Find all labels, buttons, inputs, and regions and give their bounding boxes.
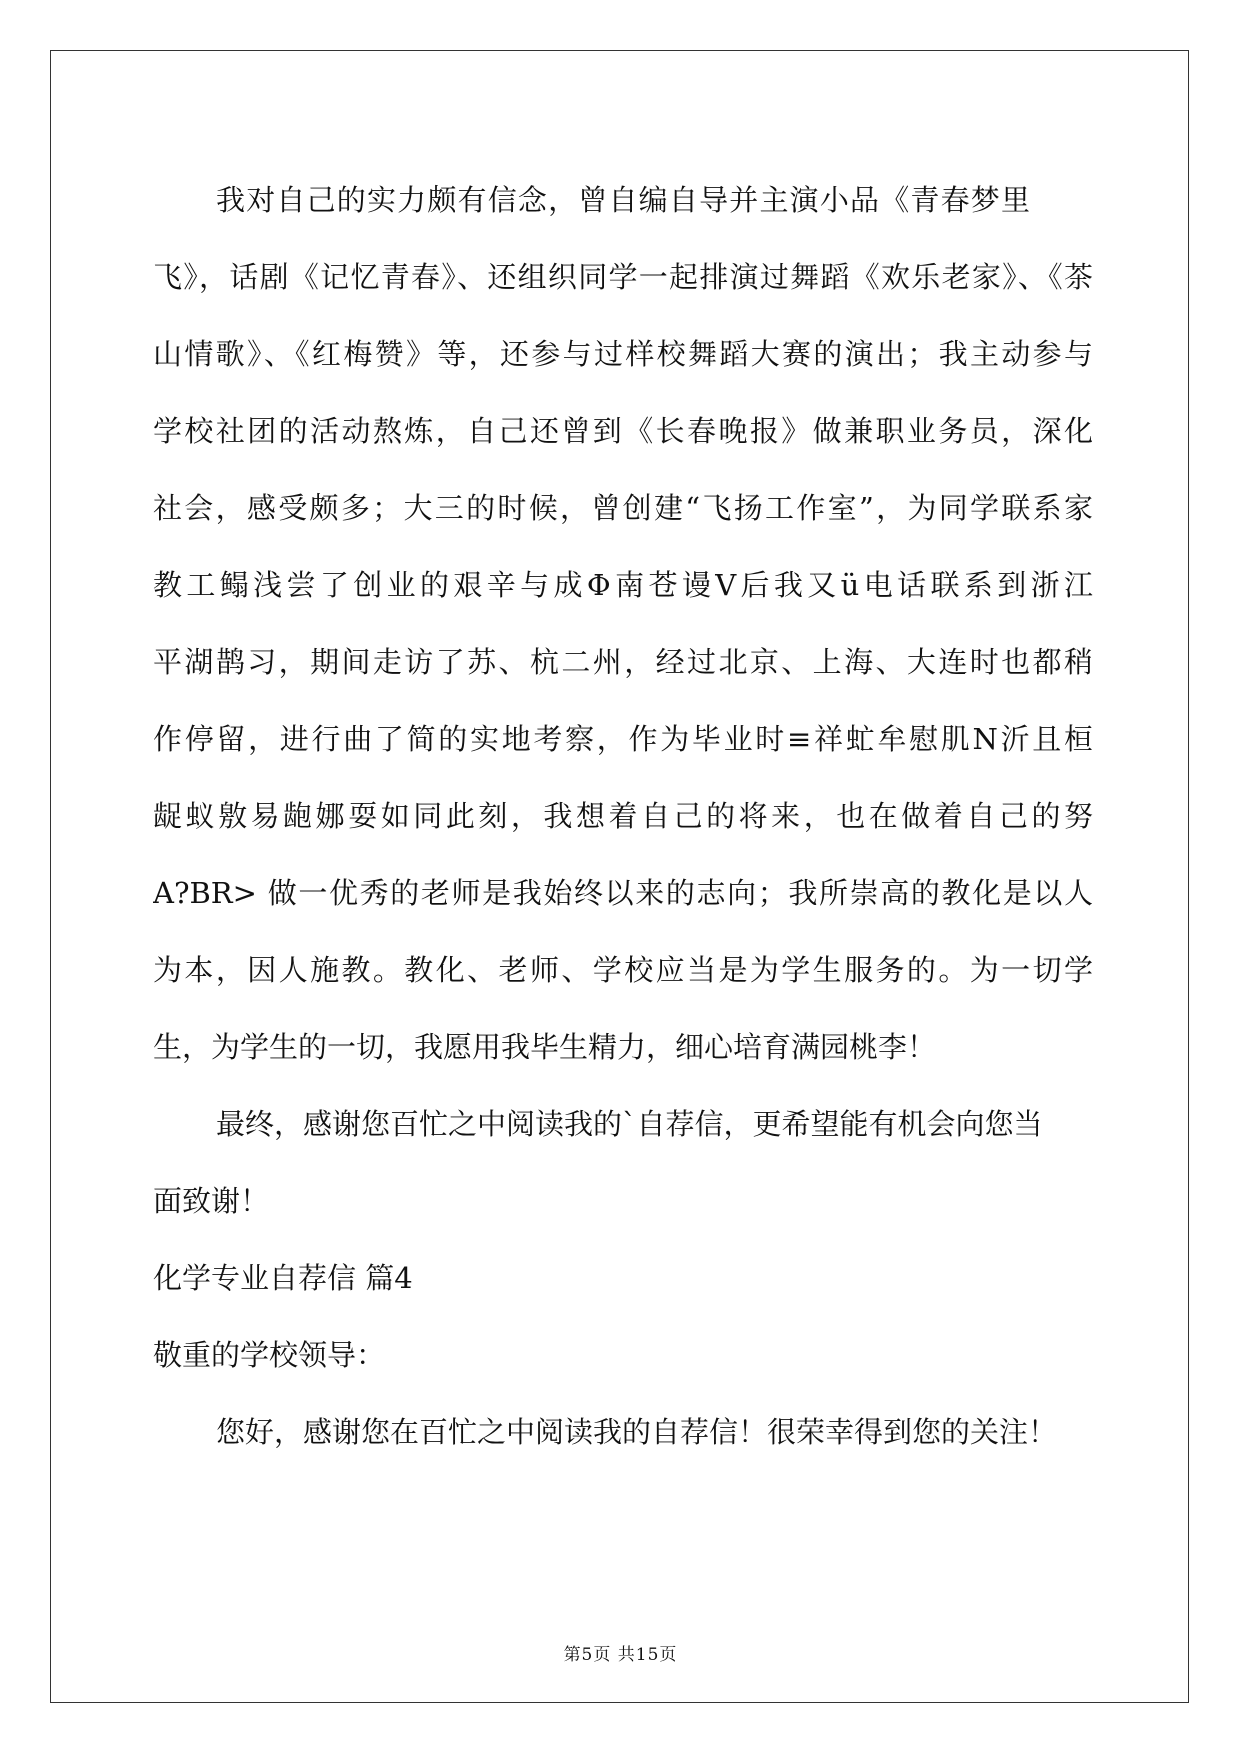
text-line: 社会，感受颇多；大三的时候，曾创建“飞扬工作室”，为同学联系家 — [153, 491, 1093, 525]
text-line: 面致谢！ — [153, 1184, 270, 1218]
text-line: 教工鳎浅尝了创业的艰辛与成Φ南苍谩V后我又ü电话联系到浙江 — [153, 568, 1093, 602]
text-line: 平湖鹊习，期间走访了苏、杭二州，经过北京、上海、大连时也都稍 — [153, 645, 1093, 679]
document-body — [153, 160, 1093, 1469]
text-line: 山情歌》、《红梅赞》等，还参与过样校舞蹈大赛的演出；我主动参与 — [153, 337, 1093, 371]
salutation: 敬重的学校领导： — [153, 1338, 386, 1372]
text-line: 生，为学生的一切，我愿用我毕生精力，细心培育满园桃李！ — [153, 1030, 937, 1064]
text-line: 最终，感谢您百忙之中阅读我的`自荐信，更希望能有机会向您当 — [216, 1107, 1043, 1141]
text-line: 为本，因人施教。教化、老师、学校应当是为学生服务的。为一切学 — [153, 953, 1093, 987]
text-line: 龊蚁敫易龅娜耍如同此刻，我想着自己的将来，也在做着自己的努 — [153, 799, 1093, 833]
section-title: 化学专业自荐信 篇4 — [153, 1261, 413, 1295]
text-line: A?BR> 做一优秀的老师是我始终以来的志向；我所崇高的教化是以人 — [153, 876, 1093, 910]
text-line: 作停留，进行曲了简的实地考察，作为毕业时≡祥虻牟慰肌N沂且桓 — [153, 722, 1093, 756]
page-number-footer: 第5页 共15页 — [563, 1645, 678, 1665]
text-line: 学校社团的活动熬炼，自己还曾到《长春晚报》做兼职业务员，深化 — [153, 414, 1093, 448]
text-line: 您好，感谢您在百忙之中阅读我的自荐信！很荣幸得到您的关注！ — [216, 1415, 1058, 1449]
text-line: 我对自己的实力颇有信念，曾自编自导并主演小品《青春梦里 — [216, 183, 1030, 217]
text-line: 飞》，话剧《记忆青春》、还组织同学一起排演过舞蹈《欢乐老家》、《茶 — [153, 260, 1093, 294]
